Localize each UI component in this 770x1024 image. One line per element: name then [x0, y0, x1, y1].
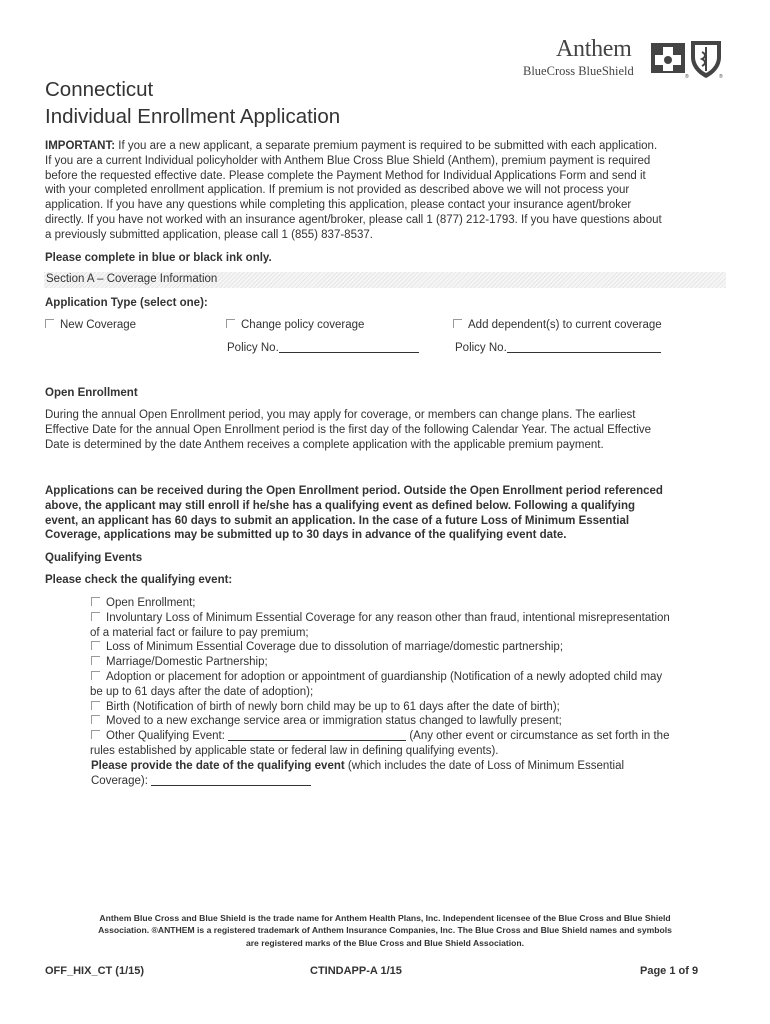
- cross-icon: [651, 43, 685, 73]
- applications-note-line: Coverage, applications may be submitted up to 30 days in advance of the qualifying event date.: [45, 529, 567, 542]
- important-line: directly. If you have not worked with an insurance agent/broker, please call 1 (877) 212-1793. If you have questions about: [45, 213, 662, 226]
- page-number: Page 1 of 9: [640, 965, 699, 977]
- legal-line: Anthem Blue Cross and Blue Shield is the trade name for Anthem Health Plans, Inc. Independent licensee of the Blue Cross and Blue Shield: [99, 913, 671, 923]
- event-label: Loss of Minimum Essential Coverage due to dissolution of marriage/domestic partnership;: [106, 641, 564, 654]
- event-checkbox[interactable]: [91, 701, 100, 710]
- shield-icon: [691, 41, 721, 78]
- event-checkbox[interactable]: [91, 671, 100, 680]
- qualifying-check-label: Please check the qualifying event:: [45, 574, 233, 586]
- event-open-enrollment[interactable]: [91, 596, 731, 611]
- change-policy-number-field[interactable]: [279, 341, 419, 353]
- event-label: Other Qualifying Event:: [106, 730, 225, 743]
- policy-number-label: Policy No.: [227, 342, 279, 354]
- qualifying-date-prompt: Please provide the date of the qualifying event: [91, 759, 345, 772]
- page-title: Individual Enrollment Application: [45, 105, 341, 128]
- qualifying-date-label: Coverage):: [91, 774, 148, 787]
- qualifying-date-prompt-rest: (which includes the date of Loss of Minimum Essential: [344, 759, 625, 772]
- applications-note-line: above, the applicant may still enroll if he/she has a qualifying event as defined below. Following a qualifying: [45, 499, 636, 512]
- open-enrollment-line: During the annual Open Enrollment period, you may apply for coverage, or members can change plans. The earliest: [45, 409, 636, 421]
- event-label: Involuntary Loss of Minimum Essential Coverage for any reason other than fraud, intentional misrepresentation: [106, 611, 670, 624]
- event-dissolution[interactable]: [91, 640, 731, 655]
- change-policy-number: [227, 341, 419, 355]
- add-dependent-policy-number-field[interactable]: [507, 341, 661, 353]
- event-marriage[interactable]: [91, 655, 731, 670]
- event-checkbox[interactable]: [91, 641, 100, 650]
- applications-note: [45, 484, 725, 543]
- qualifying-events-heading: Qualifying Events: [45, 552, 143, 564]
- form-code: OFF_HIX_CT (1/15): [45, 965, 145, 977]
- document-code: CTINDAPP-A 1/15: [310, 965, 402, 977]
- new-coverage-checkbox[interactable]: [45, 319, 54, 328]
- event-label: Marriage/Domestic Partnership;: [106, 656, 268, 669]
- add-dependent-policy-number: [455, 341, 661, 355]
- important-line: before the requested effective date. Please complete the Payment Method for Individual Applications Form and send it: [45, 169, 646, 182]
- event-adoption-cont: be up to 61 days after the date of adoption);: [90, 685, 314, 698]
- new-coverage-option[interactable]: [45, 318, 136, 332]
- event-other[interactable]: [91, 729, 731, 744]
- qualifying-events-list: [91, 596, 731, 788]
- add-dependent-checkbox[interactable]: [453, 319, 462, 328]
- important-line: application. If you have any questions while completing this application, please contact your insurance agent/broker: [45, 199, 632, 212]
- application-type-heading: Application Type (select one):: [45, 297, 208, 309]
- section-a-header: [44, 272, 726, 288]
- important-label: IMPORTANT:: [45, 140, 116, 152]
- event-involuntary-loss-cont: of a material fact or failure to pay premium;: [90, 626, 309, 639]
- title-state: Connecticut: [45, 78, 154, 101]
- add-dependent-option[interactable]: [453, 318, 662, 332]
- anthem-logo: [520, 36, 730, 84]
- applications-note-line: event, an applicant has 60 days to submit an application. In the case of a future Loss of Minimum Essential: [45, 514, 630, 527]
- event-label: Adoption or placement for adoption or appointment of guardianship (Notification of a newly adopted child may: [106, 670, 663, 683]
- open-enrollment-heading: Open Enrollment: [45, 387, 138, 399]
- event-involuntary-loss[interactable]: [91, 611, 731, 626]
- important-line: with your completed enrollment application. If premium is not provided as described above we will not process your: [45, 184, 630, 197]
- policy-number-label: Policy No.: [455, 342, 507, 354]
- logo-mark: [651, 37, 725, 79]
- important-paragraph: [45, 139, 725, 243]
- event-birth[interactable]: [91, 700, 731, 715]
- change-coverage-option[interactable]: [226, 318, 364, 332]
- svg-text:®: ®: [719, 74, 723, 79]
- event-checkbox[interactable]: [91, 612, 100, 621]
- legal-line: are registered marks of the Blue Cross and Blue Shield Association.: [245, 937, 525, 948]
- legal-line: Association. ®ANTHEM is a registered trademark of Anthem Insurance Companies, Inc. The Blue Cross and Blue Shield names and symbols: [98, 925, 672, 936]
- event-adoption[interactable]: [91, 670, 731, 685]
- event-label: Open Enrollment;: [106, 597, 196, 609]
- event-label: Moved to a new exchange service area or immigration status changed to lawfully present;: [106, 715, 562, 728]
- legal-footer-note: [40, 912, 730, 949]
- event-checkbox[interactable]: [91, 715, 100, 724]
- event-moved[interactable]: [91, 714, 731, 729]
- event-checkbox[interactable]: [91, 730, 100, 739]
- change-coverage-checkbox[interactable]: [226, 319, 235, 328]
- open-enrollment-line: Effective Date for the annual Open Enrollment period is the first day of the following Calendar Year. The actual Effective: [45, 423, 652, 436]
- new-coverage-label: New Coverage: [60, 319, 137, 331]
- important-line: a previously submitted application, please call 1 (855) 837-8537.: [45, 228, 373, 241]
- other-event-field[interactable]: [228, 729, 406, 741]
- event-checkbox[interactable]: [91, 656, 100, 665]
- other-event-description: (Any other event or circumstance as set forth in the: [409, 730, 670, 743]
- important-line: If you are a current Individual policyholder with Anthem Blue Cross Blue Shield (Anthem), premium payment is required: [45, 154, 651, 167]
- open-enrollment-paragraph: [45, 408, 725, 452]
- logo-subtitle: BlueCross BlueShield: [523, 64, 634, 78]
- add-dependent-label: Add dependent(s) to current coverage: [468, 319, 662, 331]
- applications-note-line: Applications can be received during the Open Enrollment period. Outside the Open Enrollment period referenced: [45, 485, 663, 497]
- event-label: Birth (Notification of birth of newly born child may be up to 61 days after the date of birth);: [106, 700, 560, 713]
- open-enrollment-line: Date is determined by the date Anthem receives a complete application with the applicable premium payment.: [45, 438, 604, 451]
- logo-name: Anthem: [556, 36, 632, 62]
- ink-note: Please complete in blue or black ink only.: [45, 252, 272, 264]
- event-checkbox[interactable]: [91, 597, 100, 606]
- section-a-title: Section A – Coverage Information: [46, 273, 218, 285]
- change-coverage-label: Change policy coverage: [241, 319, 365, 331]
- event-other-cont: rules established by applicable state or federal law in defining qualifying events).: [90, 744, 499, 757]
- important-line: If you are a new applicant, a separate premium payment is required to be submitted with each application.: [115, 140, 658, 152]
- svg-text:®: ®: [685, 74, 689, 79]
- qualifying-date-field[interactable]: [151, 774, 311, 786]
